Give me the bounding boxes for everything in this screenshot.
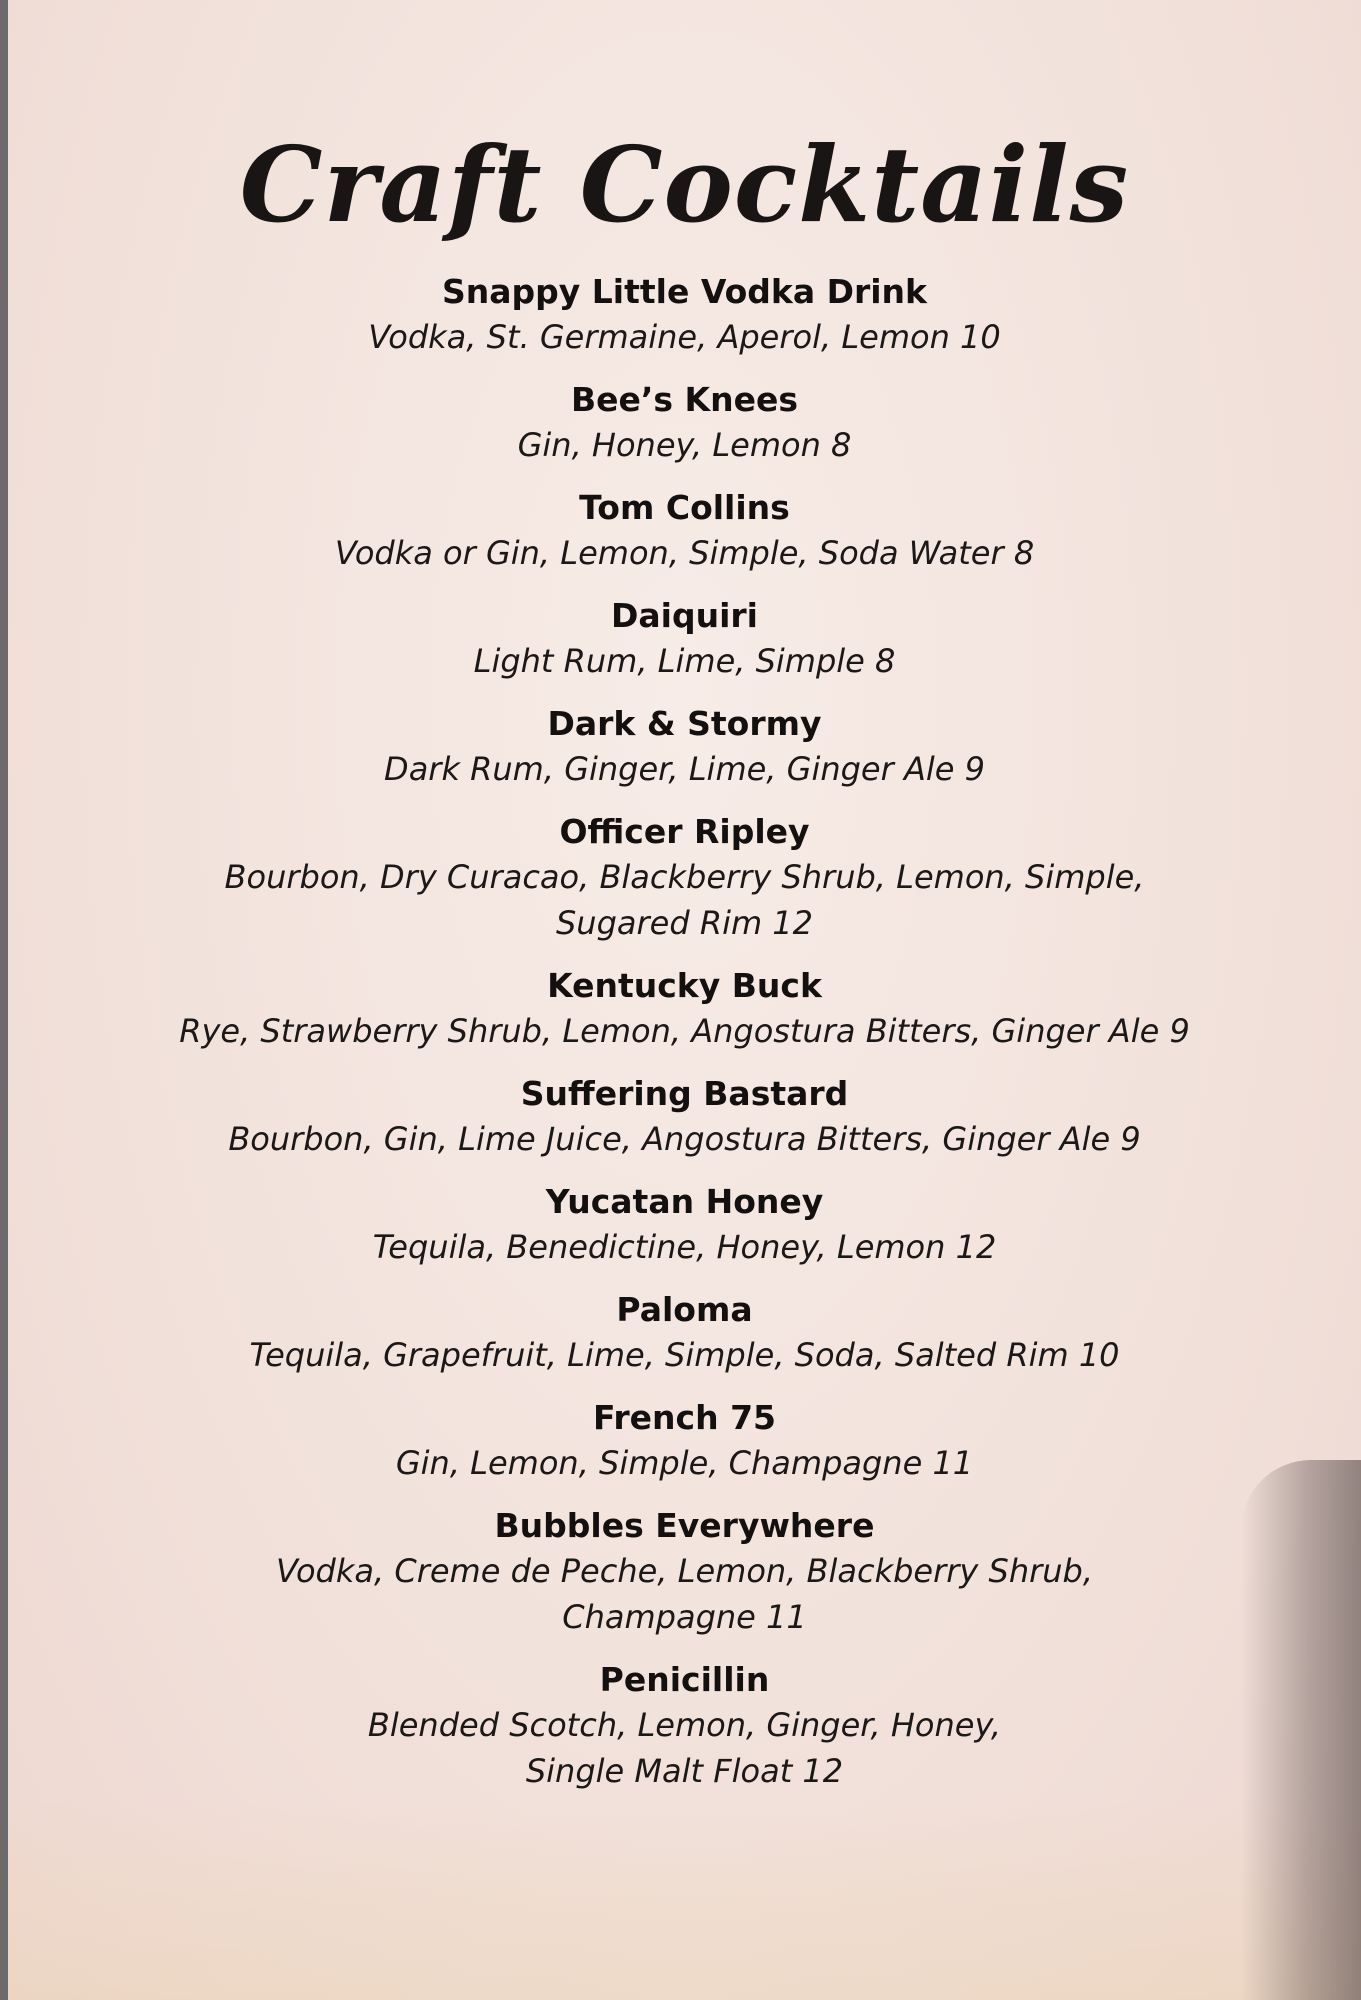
item-description: Tequila, Benedictine, Honey, Lemon 12: [372, 1228, 997, 1266]
item-description: Vodka, St. Germaine, Aperol, Lemon 10: [368, 318, 1001, 356]
menu-item: [8, 1180, 1361, 1270]
item-name: Paloma: [616, 1290, 753, 1329]
item-description: Tequila, Grapefruit, Lime, Simple, Soda, Salted Rim 10: [249, 1336, 1120, 1374]
menu-item: [8, 270, 1361, 360]
item-name: Suffering Bastard: [520, 1074, 849, 1113]
item-description: Blended Scotch, Lemon, Ginger, Honey, Single Malt Float 12: [367, 1706, 1002, 1790]
menu-item: [8, 594, 1361, 684]
menu-item: [8, 378, 1361, 468]
item-description: Bourbon, Gin, Lime Juice, Angostura Bitters, Ginger Ale 9: [228, 1120, 1141, 1158]
menu-item: [8, 1072, 1361, 1162]
item-description: Vodka, Creme de Peche, Lemon, Blackberry Shrub, Champagne 11: [275, 1552, 1094, 1636]
menu-item: [8, 1504, 1361, 1640]
item-name: Snappy Little Vodka Drink: [442, 272, 927, 311]
item-name: Yucatan Honey: [545, 1182, 824, 1221]
item-description: Rye, Strawberry Shrub, Lemon, Angostura Bitters, Ginger Ale 9: [179, 1012, 1190, 1050]
item-name: Bee’s Knees: [570, 380, 799, 419]
menu-paper: [8, 0, 1361, 2000]
item-description: Vodka or Gin, Lemon, Simple, Soda Water 8: [334, 534, 1035, 572]
menu-items: [8, 270, 1361, 1812]
paper-shading: [8, 1800, 1361, 2000]
menu-item: [8, 1288, 1361, 1378]
menu-item: [8, 1396, 1361, 1486]
item-name: Kentucky Buck: [547, 966, 822, 1005]
item-description: Gin, Honey, Lemon 8: [517, 426, 852, 464]
item-description: Bourbon, Dry Curacao, Blackberry Shrub, Lemon, Simple, Sugared Rim 12: [224, 858, 1145, 942]
item-name: Dark & Stormy: [547, 704, 822, 743]
item-name: Officer Ripley: [559, 812, 810, 851]
item-name: French 75: [592, 1398, 777, 1437]
menu-item: [8, 486, 1361, 576]
item-description: Light Rum, Lime, Simple 8: [473, 642, 896, 680]
item-name: Bubbles Everywhere: [494, 1506, 875, 1545]
menu-item: [8, 1658, 1361, 1794]
item-name: Tom Collins: [579, 488, 790, 527]
item-name: Penicillin: [599, 1660, 770, 1699]
item-description: Dark Rum, Ginger, Lime, Ginger Ale 9: [384, 750, 985, 788]
item-name: Daiquiri: [611, 596, 758, 635]
menu-title: Craft Cocktails: [239, 123, 1130, 246]
menu-item: [8, 810, 1361, 946]
item-description: Gin, Lemon, Simple, Champagne 11: [395, 1444, 974, 1482]
menu-item: [8, 702, 1361, 792]
menu-item: [8, 964, 1361, 1054]
